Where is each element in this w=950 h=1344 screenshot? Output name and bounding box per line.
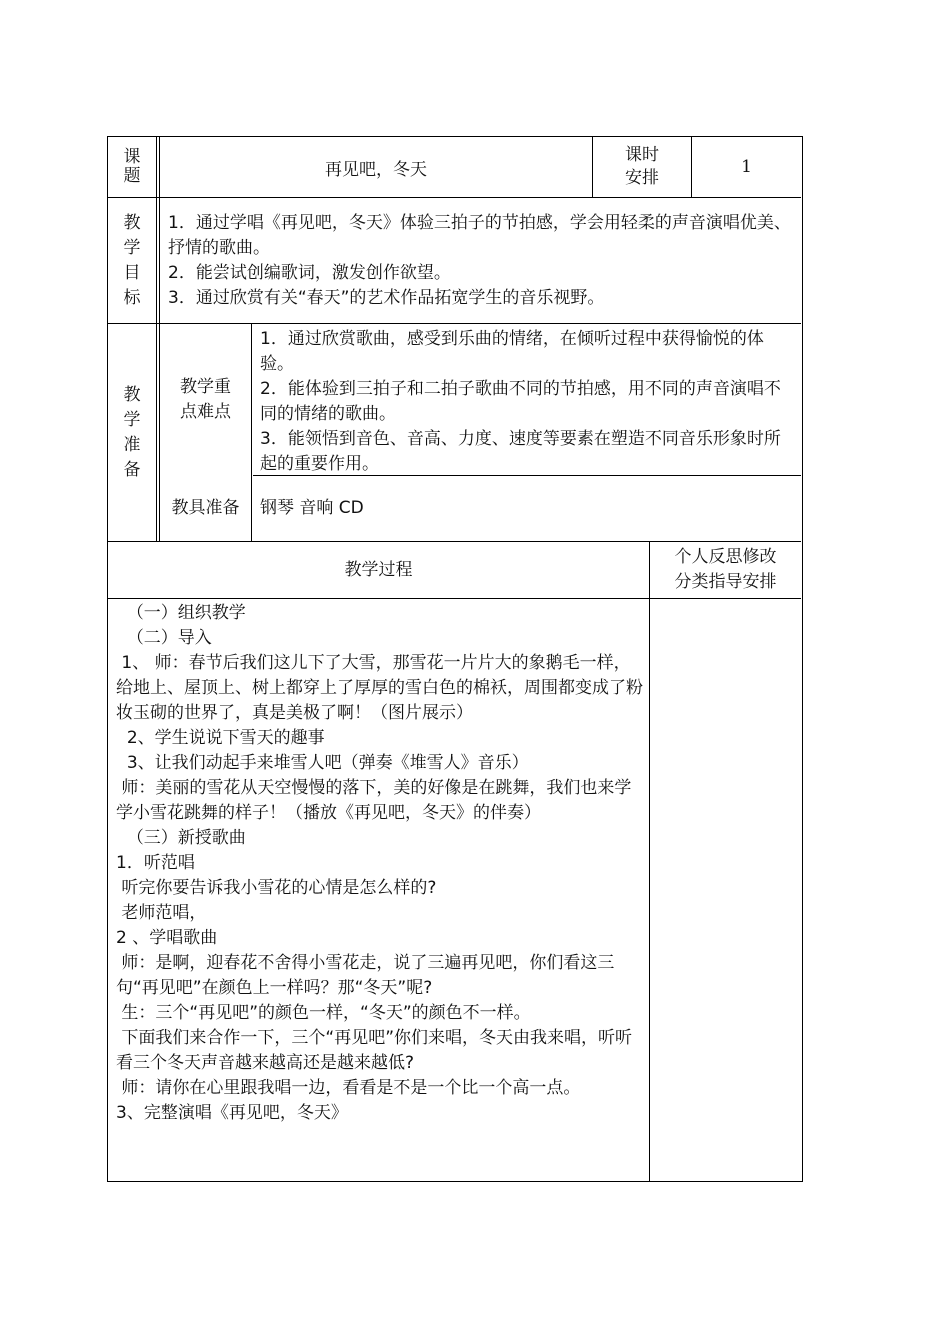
goal-item-2: 2．能尝试创编歌词，激发创作欲望。 xyxy=(168,263,451,283)
process-line: 听完你要告诉我小雪花的心情是怎么样的? xyxy=(116,878,437,898)
key-points-label-line-1: 教学重 xyxy=(180,376,231,397)
process-line: 师：请你在心里跟我唱一边，看看是不是一个比一个高一点。 xyxy=(116,1078,581,1098)
tools-label: 教具准备 xyxy=(171,498,240,518)
goals-label xyxy=(108,198,156,323)
topic-value: 再见吧，冬天 xyxy=(325,159,427,180)
key-point-2: 2．能体验到三拍子和二拍子歌曲不同的节拍感，用不同的声音演唱不同的情绪的歌曲。 xyxy=(260,379,781,424)
process-line: 1．听范唱 xyxy=(116,853,195,873)
process-line: 生：三个“再见吧”的颜色一样，“冬天”的颜色不一样。 xyxy=(116,1003,531,1023)
process-line: 2、学生说说下雪天的趣事 xyxy=(116,728,325,748)
process-line: （一）组织教学 xyxy=(116,603,246,623)
key-point-1: 1．通过欣赏歌曲，感受到乐曲的情绪，在倾听过程中获得愉悦的体验。 xyxy=(260,329,764,374)
prep-label xyxy=(108,324,156,541)
goal-item-1: 1．通过学唱《再见吧，冬天》体验三拍子的节拍感，学会用轻柔的声音演唱优美、抒情的歌曲。 xyxy=(168,213,791,258)
process-line: 师：是啊，迎春花不舍得小雪花走，说了三遍再见吧，你们看这三句“再见吧”在颜色上一样吗？那“冬天”呢? xyxy=(116,953,615,998)
process-line: 2 、学唱歌曲 xyxy=(116,928,218,948)
process-line: 老师范唱， xyxy=(116,903,207,923)
period-label xyxy=(593,137,691,197)
key-points-content xyxy=(260,327,795,477)
goals-label-text: 教学目标 xyxy=(123,212,141,308)
prep-label-text: 教学准备 xyxy=(123,384,141,480)
reflection-header xyxy=(650,542,801,598)
period-label-line-2: 安排 xyxy=(625,168,659,188)
process-line: 下面我们来合作一下，三个“再见吧”你们来唱，冬天由我来唱，听听看三个冬天声音越来越高还是越来越低? xyxy=(116,1028,633,1073)
period-label-line-1: 课时 xyxy=(625,145,659,165)
lesson-plan-table xyxy=(107,136,803,1182)
col-divider xyxy=(251,323,252,541)
goals-content xyxy=(168,211,793,311)
tools-value: 钢琴 音响 CD xyxy=(260,498,364,518)
process-line: 1、 师：春节后我们这儿下了大雪，那雪花一片片大的象鹅毛一样，给地上、屋顶上、树上都穿上了厚厚的雪白色的棉袄，周围都变成了粉妆玉砌的世界了，真是美极了啊！（图片展示） xyxy=(116,653,643,723)
process-line: 3、让我们动起手来堆雪人吧（弹奏《堆雪人》音乐） xyxy=(116,753,529,773)
process-line: （二）导入 xyxy=(116,628,212,648)
reflection-content xyxy=(650,599,801,1181)
goal-item-3: 3．通过欣赏有关“春天”的艺术作品拓宽学生的音乐视野。 xyxy=(168,288,605,308)
key-points-label-line-2: 点难点 xyxy=(180,401,231,422)
key-points-label xyxy=(160,324,251,475)
topic-label-text: 课题 xyxy=(123,147,141,186)
process-line: （三）新授歌曲 xyxy=(116,828,246,848)
key-point-3: 3．能领悟到音色、音高、力度、速度等要素在塑造不同音乐形象时所起的重要作用。 xyxy=(260,429,781,474)
reflection-header-line-2: 分类指导安排 xyxy=(674,572,777,592)
topic-label xyxy=(108,137,156,197)
process-line: 3、完整演唱《再见吧，冬天》 xyxy=(116,1103,348,1123)
process-content xyxy=(116,601,646,1181)
row-divider xyxy=(108,197,801,198)
process-line: 师：美丽的雪花从天空慢慢的落下，美的好像是在跳舞，我们也来学学小雪花跳舞的样子！（播放《再见吧，冬天》的伴奏） xyxy=(116,778,632,823)
period-value: 1 xyxy=(741,157,752,177)
reflection-header-line-1: 个人反思修改 xyxy=(674,547,777,567)
process-header: 教学过程 xyxy=(344,559,413,580)
